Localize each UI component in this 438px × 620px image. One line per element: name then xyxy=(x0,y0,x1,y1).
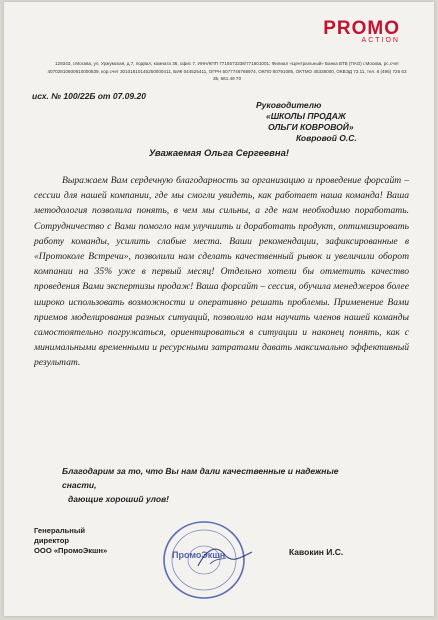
outgoing-reference: исх. № 100/22Б от 07.09.20 xyxy=(32,91,146,101)
logo-main-text: PROMO xyxy=(323,18,400,39)
signatory-name: Кавокин И.С. xyxy=(289,547,344,557)
signatory-title-line: ООО «ПромоЭкшн» xyxy=(34,546,108,555)
logo-sub-text: ACTION xyxy=(361,37,400,44)
thanks-line: дающие хороший улов! xyxy=(68,494,170,504)
requisites-line: 40702810600910000839, кор.счет 30101810145250000411, БИК 044525411, ОГРН 5077746768974, ОКПО 80791085, ОКТМО 45335000, ОКВЭД 73.11, тел. 8 (495) 725 63 xyxy=(47,68,407,74)
requisites-line: 129343, г.Москва, ул. Уржумская, д.7, подвал, комната 36, офис 7, ИНН/КПП 7716573338/771601001; Филиал «Центральный» Банка ВТБ (ПАО) г.Москва, рс.счет xyxy=(55,61,399,66)
stamp-text: ПромоЭкшн xyxy=(172,550,226,560)
letter-body: Выражаем Вам сердечную благодарность за организацию и проведение форсайт – сессии для нашей компании, где мы смогли увидеть, как работает наша команда! Ваша методология позволила понять, в чем мы сильны, а где нам необходимо поработать. Сотрудничество с Вами помогло нам улучшить и доработать продукт, оптимизировать работу команды, усилить слабые места. Ваши рекомендации, зафиксированные в «Протоколе Встречи», позволили нам сделать качественный рывок и увеличили оборот компании на 35% уже в первый месяц! Отдельно хотели бы отметить качество проведения Вами экспертизы продаж! Ваша форсайт – сессия, обучила менеджеров более широко использовать возможности и оперативно решать проблемы. Применение Вами приемов моделирования разных ситуаций, позволило нам научить членов нашей команды самостоятельно погружаться, ориентироваться в ситуации и наконец понять, как с минимальными временными и ресурсными затратами давать максимально эффективный результат. xyxy=(34,175,409,369)
recipient-line: «ШКОЛЫ ПРОДАЖ xyxy=(266,111,346,121)
company-requisites xyxy=(34,60,420,83)
signatory-title-line: Генеральный xyxy=(34,526,86,535)
company-stamp xyxy=(154,514,259,604)
recipient-block xyxy=(256,100,406,144)
requisites-line: 35, 661 49 70 xyxy=(212,76,242,81)
signatory-title xyxy=(34,526,107,556)
letter-sheet xyxy=(4,2,434,616)
signatory-title-line: директор xyxy=(34,536,70,545)
company-logo xyxy=(323,20,400,45)
thanks-line: Благодарим за то, что Вы нам дали качественные и надежные снасти, xyxy=(62,466,339,490)
recipient-line: ОЛЬГИ КОВРОВОЙ» xyxy=(268,122,354,132)
recipient-line: Ковровой О.С. xyxy=(296,133,357,143)
closing-thanks xyxy=(62,464,362,506)
greeting: Уважаемая Ольга Сергеевна! xyxy=(148,148,290,159)
recipient-line: Руководителю xyxy=(256,100,322,110)
